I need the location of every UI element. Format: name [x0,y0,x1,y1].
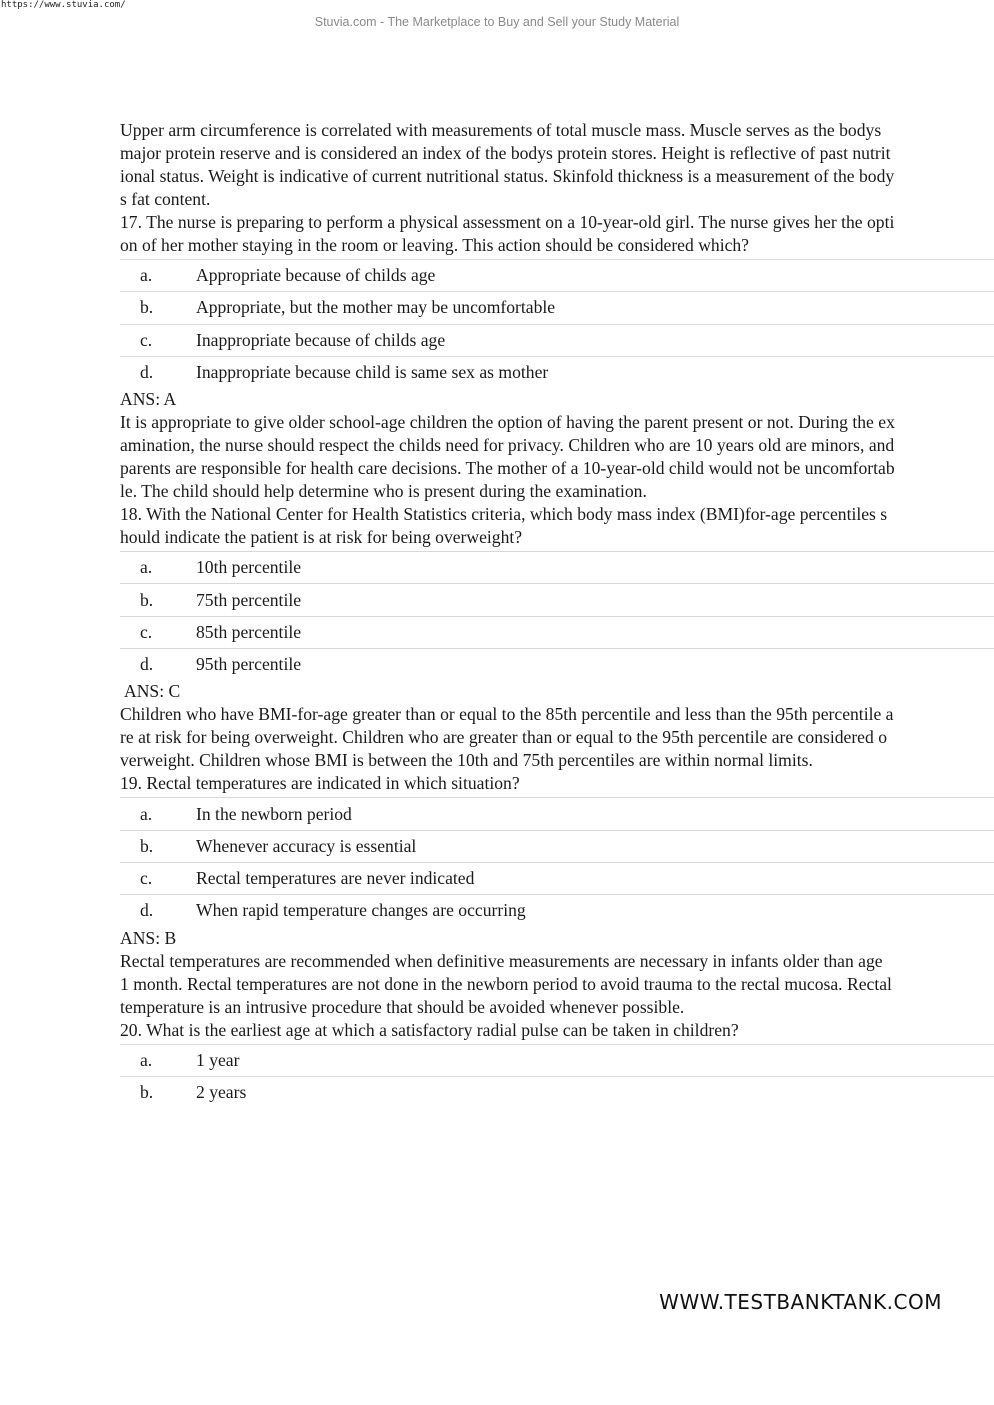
option-text: In the newborn period [196,803,352,824]
option-a [120,259,994,291]
question-text: 17. The nurse is preparing to perform a physical assessment on a 10-year-old girl. The nurse gives her the option of her mother staying in the room or leaving. This action should be considered which? [120,212,895,255]
question-block-20 [120,1019,994,1109]
question-block-19 [120,772,994,1018]
option-d [120,648,994,680]
option-letter: a. [140,557,153,578]
options-list [120,259,994,388]
option-text: 85th percentile [196,621,302,642]
answer-key: ANS: A [120,389,177,410]
option-text: Appropriate because of childs age [196,265,436,286]
option-d [120,356,994,388]
option-letter: c. [140,329,153,350]
question-text: 19. Rectal temperatures are indicated in which situation? [120,773,520,794]
rationale-text: Children who have BMI-for-age greater than or equal to the 85th percentile and less than the 95th percentile are at risk for being overweight. Children who are greater than or equal to the 95th percentile are considered overweight. Children whose BMI is between the 10th and 75th percentiles are within normal limits. [120,704,894,771]
option-text: Appropriate, but the mother may be uncomfortable [196,297,556,318]
question-block-17 [120,211,994,503]
question-block-18 [120,503,994,772]
options-list [120,1044,994,1109]
option-c [120,616,994,648]
option-letter: d. [140,900,154,921]
options-list [120,797,994,926]
rationale-text: Rectal temperatures are recommended when definitive measurements are necessary in infants older than age 1 month. Rectal temperatures are not done in the newborn period to avoid trauma to the rectal mucosa. Rectal temperature is an intrusive procedure that should be avoided whenever possible. [120,950,892,1017]
option-a [120,797,994,829]
option-letter: d. [140,362,154,383]
option-letter: b. [140,297,154,318]
option-b [120,583,994,615]
option-text: Inappropriate because of childs age [196,329,446,350]
option-letter: c. [140,621,153,642]
question-text: 20. What is the earliest age at which a satisfactory radial pulse can be taken in children? [120,1019,739,1040]
document-body [120,119,994,1108]
option-text: 75th percentile [196,589,302,610]
option-text: Rectal temperatures are never indicated [196,868,475,889]
option-letter: d. [140,654,154,675]
options-list [120,551,994,680]
option-text: 1 year [196,1049,240,1070]
option-text: 95th percentile [196,654,302,675]
option-b [120,291,994,323]
option-letter: a. [140,803,153,824]
option-text: When rapid temperature changes are occurring [196,900,526,921]
option-c [120,862,994,894]
option-letter: b. [140,1082,154,1102]
source-url: https://www.stuvia.com/ [1,0,126,10]
option-letter: a. [140,265,153,286]
answer-key: ANS: C [124,681,181,702]
answer-key: ANS: B [120,927,177,948]
rationale-text: It is appropriate to give older school-age children the option of having the parent present or not. During the examination, the nurse should respect the childs need for privacy. Children who are 10 years old are minors, and parents are responsible for health care decisions. The mother of a 10-year-old child would not be uncomfortable. The child should help determine who is present during the examination. [120,412,895,502]
option-letter: a. [140,1049,153,1070]
intro-rationale: Upper arm circumference is correlated with measurements of total muscle mass. Muscle serves as the bodys major protein reserve and is considered an index of the bodys protein stores. Height is reflective of past nutritional status. Weight is indicative of current nutritional status. Skinfold thickness is a measurement of the bodys fat content. [120,120,895,209]
option-letter: b. [140,835,154,856]
option-text: Inappropriate because child is same sex as mother [196,362,549,383]
option-letter: b. [140,589,154,610]
option-b [120,830,994,862]
footer-watermark: WWW.TESTBANKTANK.COM [659,1290,942,1314]
option-text: 2 years [196,1082,247,1102]
option-a [120,1044,994,1076]
option-d [120,894,994,926]
option-a [120,551,994,583]
site-header: Stuvia.com - The Marketplace to Buy and Sell your Study Material [314,15,680,29]
option-letter: c. [140,868,153,889]
option-text: Whenever accuracy is essential [196,835,417,856]
option-b [120,1076,994,1108]
question-text: 18. With the National Center for Health Statistics criteria, which body mass index (BMI)for-age percentiles should indicate the patient is at risk for being overweight? [120,504,888,548]
option-text: 10th percentile [196,557,302,578]
option-c [120,324,994,356]
